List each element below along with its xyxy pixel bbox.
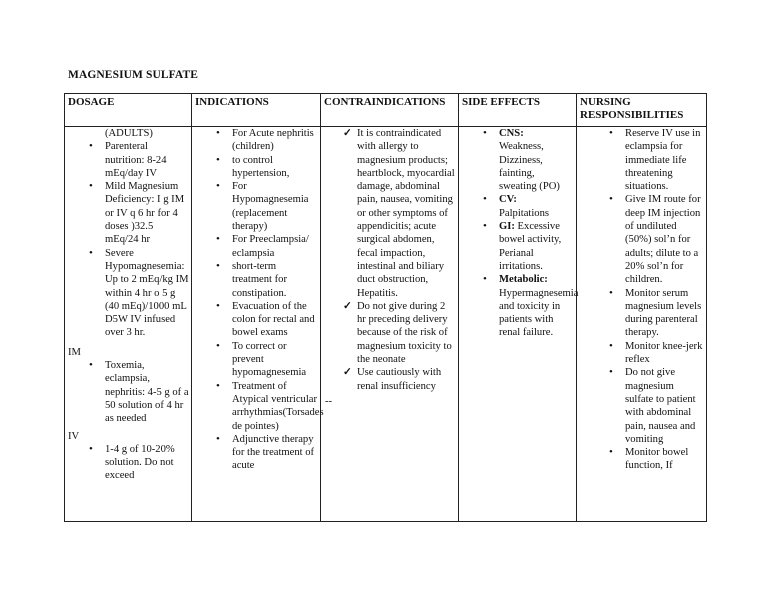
- iv-dosage-list: [67, 443, 189, 483]
- trailing-dash: --: [325, 395, 333, 407]
- header-nursing: NURSING RESPONSIBILITIES: [577, 94, 707, 127]
- nursing-cell: [577, 127, 707, 522]
- header-indications: INDICATIONS: [192, 94, 321, 127]
- header-contraindications: CONTRAINDICATIONS: [321, 94, 459, 127]
- list-item: • Severe Hypomagnesemia: Up to 2 mEq/kg IM within 4 hr o 5 g (40 mEq)/1000 mL D5W IV infused over 3 hr.: [67, 247, 189, 340]
- nursing-list: [579, 127, 704, 473]
- list-item: • Evacuation of the colon for rectal and bowel exams: [194, 300, 318, 340]
- iv-label: IV: [68, 430, 80, 442]
- side-effect-text: Excessive bowel activity, Perianal irritations.: [499, 221, 562, 272]
- contraindications-cell: [321, 127, 459, 522]
- list-item: ✓ Use cautiously with renal insufficiency: [323, 366, 456, 393]
- side-effect-label: Metabolic:: [499, 274, 548, 286]
- list-item: ✓ Do not give during 2 hr preceding delivery because of the risk of magnesium toxicity to the neonate: [323, 300, 456, 366]
- list-item: • Toxemia, eclampsia, nephritis: 4-5 g of a 50 solution of 4 hr as needed: [67, 359, 189, 425]
- content-row: [65, 127, 707, 522]
- side-effects-list: [461, 127, 579, 340]
- list-item: • Adjunctive therapy for the treatment of acute: [194, 433, 318, 473]
- list-item: • short-term treatment for constipation.: [194, 260, 318, 300]
- list-item: • Do not give magnesium sulfate to patient with abdominal pain, nausea and vomiting: [579, 366, 704, 446]
- side-effect-label: GI:: [499, 221, 515, 233]
- list-item: [461, 220, 574, 273]
- header-side-effects: SIDE EFFECTS: [459, 94, 577, 127]
- list-item: • Parenteral nutrition: 8-24 mEq/day IV: [67, 140, 189, 180]
- side-effect-label: CV:: [499, 194, 517, 206]
- list-item: • Monitor knee-jerk reflex: [579, 340, 704, 367]
- list-item: • Mild Magnesium Deficiency: I g IM or IV q 6 hr for 4 doses )32.5 mEq/24 hr: [67, 180, 189, 246]
- list-item: [461, 127, 574, 193]
- list-item: • For Preeclampsia/ eclampsia: [194, 233, 318, 260]
- side-effect-text: Palpitations: [499, 207, 550, 219]
- side-effect-label: CNS:: [499, 128, 524, 139]
- side-effect-text: Hypermagnesemia and toxicity in patients with renal failure.: [499, 287, 579, 339]
- drug-table: [64, 93, 707, 522]
- contraindications-list: [323, 127, 456, 393]
- dosage-cell: [65, 127, 192, 522]
- indications-list: [194, 127, 324, 473]
- list-item: [461, 193, 574, 220]
- list-item: [461, 273, 579, 339]
- side-effect-text: Weakness, Dizziness, fainting, sweating (PO): [499, 141, 560, 193]
- list-item: • Give IM route for deep IM injection of undiluted (50%) sol’n for adults; dilute to a 20% sol’n for children.: [579, 193, 704, 286]
- list-item: • Reserve IV use in eclampsia for immediate life threatening situations.: [579, 127, 704, 193]
- adult-dosage-list: [67, 140, 189, 339]
- list-item: • For Acute nephritis (children): [194, 127, 318, 154]
- document-title: MAGNESIUM SULFATE: [68, 69, 199, 81]
- list-item: • 1-4 g of 10-20% solution. Do not exceed: [67, 443, 189, 483]
- im-label: IM: [68, 346, 81, 358]
- list-item: ✓ It is contraindicated with allergy to magnesium products; heartblock, myocardial damage, abdominal pain, nausea, vomiting or other symptoms of appendicitis; acute surgical abdomen, fecal impaction, intestinal and biliary duct obstruction, Hepatitis.: [323, 127, 456, 300]
- list-item: • To correct or prevent hypomagnesemia: [194, 340, 318, 380]
- list-item: • Monitor serum magnesium levels during parenteral therapy.: [579, 287, 704, 340]
- list-item: • to control hypertension,: [194, 154, 318, 181]
- list-item: • For Hypomagnesemia (replacement therapy): [194, 180, 318, 233]
- header-row: [65, 94, 707, 127]
- indications-cell: [192, 127, 324, 522]
- list-item: • Treatment of Atypical ventricular arrhythmias(Torsades de pointes): [194, 380, 318, 433]
- adults-label: (ADULTS): [105, 128, 153, 139]
- header-dosage: DOSAGE: [65, 94, 192, 127]
- list-item: • Monitor bowel function, If: [579, 446, 704, 473]
- side-effects-cell: [459, 127, 577, 522]
- im-dosage-list: [67, 359, 189, 425]
